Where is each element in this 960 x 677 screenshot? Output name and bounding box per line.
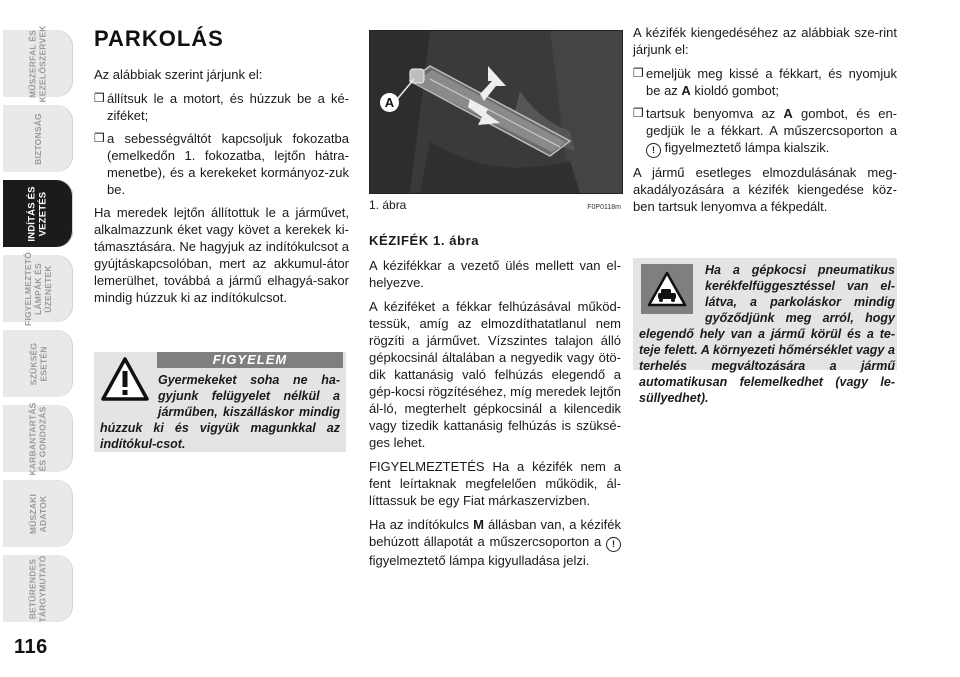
tab-label: KARBANTARTÁS ÉS GONDOZÁS [28,401,49,476]
callout-label: A [384,95,395,110]
body-paragraph: A kézifékkar a vezető ülés mellett van el-helyezve. [369,258,621,290]
list-item-text: állítsuk le a motort, és húzzuk be a ké-ziféket; [107,91,349,123]
text-span: Ha az indítókulcs [369,517,474,532]
suspension-note-box [633,258,897,405]
tab-label: MŰSZERFAL ÉS KEZELŐSZERVEK [28,24,49,103]
tab-muszerfal[interactable] [3,24,73,103]
tab-label: BETŰRENDES TÁRGYMUTATÓ [27,554,48,623]
tab-biztonsag[interactable] [3,105,73,172]
tab-muszaki-adatok[interactable] [3,480,73,547]
warning-box [94,352,346,452]
handbrake-illustration [370,31,622,193]
text-span: kioldó gombot; [690,83,779,98]
brake-warning-lamp-icon: ! [606,537,621,552]
text-span: állásban van, a kézifék behúzott állapotát a műszercsoporton a [369,517,622,549]
body-paragraph: A jármű esetleges elmozdulásának meg-akadályozására a kézifék kiengedése köz-ben tartsuk lenyomva a fékpedált. [633,165,897,214]
list-item-text: a sebességváltót kapcsoljuk fokozatba (emelkedőn 1. fokozatba, lejtőn hátra-menetbe), és a kerekeket kormányoz-zuk be. [107,131,349,197]
figure-caption: 1. ábra [369,198,407,212]
text-span: tartsuk benyomva az [646,106,784,121]
tab-label: SZÜKSÉG ESETÉN [28,342,48,385]
tab-figyelmezteto-lampak[interactable] [3,251,73,326]
body-paragraph [369,516,621,569]
tab-label: BIZTONSÁG [32,112,43,165]
list-item-text [646,65,897,99]
checkbox-icon: ❒ [633,106,644,120]
section-heading: KÉZIFÉK 1. ábra [369,233,480,248]
brake-warning-lamp-icon: ! [646,143,661,158]
list-item [94,90,349,124]
handbrake-figure [369,30,623,194]
tab-label: INDÍTÁS ÉS VEZETÉS [27,185,49,242]
note-body: Ha a gépkocsi pneumatikus kerékfelfüggesztéssel van el-látva, a parkoláskor mindig győződjünk meg arról, hogy elegendő hely van a jármű körül és a te-teje felett. A környezeti hőmérséklet vagy a terhelés megváltozására a jármű automatikusan felemelkedhet (vagy le-süllyedhet). [639,263,895,405]
warning-header: FIGYELEM [157,352,343,368]
checkbox-icon: ❒ [94,91,105,105]
tab-label: MŰSZAKI ADATOK [28,493,48,534]
handbrake-section [369,30,621,576]
body-paragraph: FIGYELMEZTETÉS Ha a kézifék nem a fent leírtaknak megfelelően működik, ál-líttassuk be egy Fiat márkaszervizben. [369,459,621,508]
tab-betrendes-targymutato[interactable] [3,555,73,622]
list-item-text [646,105,897,158]
text-span: figyelmeztető lámpa kigyulladása jelzi. [369,553,590,568]
warning-body: Gyermekeket soha ne ha-gyjunk felügyelet nélkül a járműben, kiszálláskor mindig húzzuk ki és vigyük magunkkal az indítókul-csot. [100,373,340,451]
parking-section [94,26,349,313]
tab-karbantartas[interactable] [3,401,73,476]
list-item [633,65,897,99]
list-item [94,130,349,198]
intro-text: A kézifék kiengedéséhez az alábbiak sze-rint járjunk el: [633,25,897,57]
tab-szukseg-eseten[interactable] [3,330,73,397]
button-label-a: A [783,106,793,121]
handbrake-release-section [633,24,897,222]
checkbox-icon: ❒ [633,66,644,80]
tab-label: FIGYELMEZTETŐ LÁMPÁK ÉS ÜZENETEK [23,251,53,326]
note-text [639,262,895,406]
page-title: PARKOLÁS [94,26,224,51]
body-paragraph: A kéziféket a fékkar felhúzásával működ-tessük, amíg az elmozdíthatatlanul nem rögzíti a járművet. Vízszintes talajon álló gépkocsinál általában a negyedik vagy ötö-dik kattanásig való felhúzás elegendő a gép-kocsi rögzítéséhez, míg meredek lejtőn ál-ló, megterhelt gépkocsinál a kilencedik vagy tizedik kattanásig felhúzás is szüksé-ges lehet. [369,299,621,450]
checkbox-icon: ❒ [94,131,105,145]
page-number: 116 [14,636,48,658]
figure-code: F0P0118m [587,204,621,211]
key-position-label: M [473,517,484,532]
text-span: emeljük meg kissé a fékkart, és nyomjuk be az [646,66,897,98]
intro-text: Az alábbiak szerint járjunk el: [94,67,263,82]
figure-caption-row [369,197,621,216]
text-span: figyelmeztető lámpa kialszik. [661,140,830,155]
warning-text [100,372,340,452]
text-span: gombot, és en-gedjük le a fékkart. A műszercsoporton a [646,106,897,138]
button-label-a: A [681,83,691,98]
list-item [633,105,897,158]
tab-inditas-es-vezetes[interactable] [3,180,73,247]
body-paragraph: Ha meredek lejtőn állítottuk le a járművet, alkalmazzunk éket vagy követ a kerekek ki-támasztására. Ne hagyjuk az indítókulcsot a gyújtáskapcsolóban, mert az akkumul-átor lemerülhet, továbbá a jármű elhagyá-sakor mindig húzzuk ki az indítókulcsot. [94,205,349,305]
section-tab-strip [0,0,78,677]
callout-a [380,93,399,112]
